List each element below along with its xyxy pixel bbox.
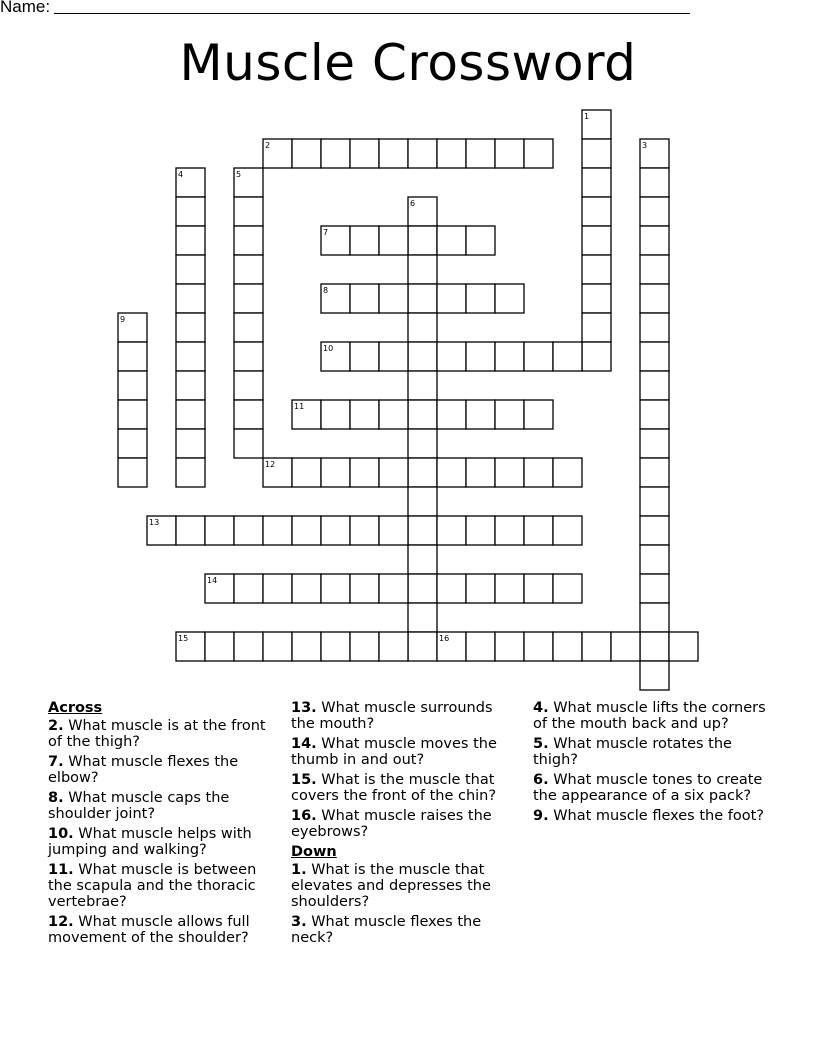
clue-text: What muscle flexes the elbow? (48, 754, 239, 786)
grid-cell[interactable] (321, 400, 350, 429)
grid-cell[interactable] (176, 429, 205, 458)
grid-cell[interactable] (437, 516, 466, 545)
grid-cell[interactable] (118, 458, 147, 487)
grid-cell[interactable] (640, 632, 669, 661)
clue-number: 12. (48, 914, 74, 930)
grid-cell[interactable] (234, 400, 263, 429)
name-label: Name: (0, 0, 51, 16)
grid-cell[interactable] (292, 458, 321, 487)
grid-cell[interactable] (640, 168, 669, 197)
clue-across-13 (291, 700, 513, 732)
grid-cell[interactable] (176, 516, 205, 545)
clue-across-12 (48, 914, 273, 946)
grid-cell[interactable] (176, 226, 205, 255)
grid-cell[interactable] (582, 226, 611, 255)
grid-cell[interactable] (321, 458, 350, 487)
grid-cell[interactable] (118, 342, 147, 371)
grid-cell[interactable] (379, 516, 408, 545)
grid-cell[interactable] (176, 342, 205, 371)
clue-text: What is the muscle that covers the front of the chin? (291, 772, 497, 804)
grid-cell[interactable] (234, 226, 263, 255)
grid-cell[interactable] (495, 400, 524, 429)
grid-cell[interactable] (234, 371, 263, 400)
clue-text: What muscle surrounds the mouth? (291, 700, 493, 732)
cell-number: 8 (323, 286, 329, 295)
clue-number: 8. (48, 790, 64, 806)
grid-cell[interactable] (350, 632, 379, 661)
grid-cell[interactable] (234, 516, 263, 545)
clue-number: 16. (291, 808, 317, 824)
grid-cell[interactable] (118, 429, 147, 458)
grid-cell[interactable] (234, 342, 263, 371)
clue-across-10 (48, 826, 273, 858)
grid-cell[interactable] (553, 632, 582, 661)
clue-across-16 (291, 808, 513, 840)
grid-cell[interactable] (234, 313, 263, 342)
grid-cell[interactable] (466, 516, 495, 545)
clue-text: What muscle allows full movement of the shoulder? (48, 914, 250, 946)
grid-cell[interactable] (669, 632, 698, 661)
clue-number: 3. (291, 914, 307, 930)
grid-cell[interactable] (408, 255, 437, 284)
cell-number: 15 (178, 634, 189, 643)
grid-cell[interactable] (466, 458, 495, 487)
grid-cell[interactable] (408, 139, 437, 168)
cell-number: 3 (642, 141, 648, 150)
grid-cell[interactable] (553, 458, 582, 487)
grid-cell[interactable] (379, 226, 408, 255)
grid-cell[interactable] (582, 255, 611, 284)
clue-text: What muscle caps the shoulder joint? (48, 790, 230, 822)
grid-cell[interactable] (379, 400, 408, 429)
grid-cell[interactable] (408, 284, 437, 313)
grid-cell[interactable] (640, 400, 669, 429)
grid-cell[interactable] (466, 574, 495, 603)
grid-cell[interactable] (292, 632, 321, 661)
grid-cell[interactable] (118, 400, 147, 429)
grid-cell[interactable] (466, 342, 495, 371)
grid-cell[interactable] (234, 197, 263, 226)
grid-cell[interactable] (611, 632, 640, 661)
grid-cell[interactable] (408, 574, 437, 603)
grid-cell[interactable] (553, 516, 582, 545)
clue-down-1 (291, 862, 513, 910)
grid-cell[interactable] (408, 545, 437, 574)
grid-cell[interactable] (408, 429, 437, 458)
grid-cell[interactable] (205, 632, 234, 661)
grid-cell[interactable] (495, 458, 524, 487)
grid-cell[interactable] (466, 400, 495, 429)
grid-cell[interactable] (466, 226, 495, 255)
grid-cell[interactable] (495, 574, 524, 603)
grid-cell[interactable] (408, 226, 437, 255)
grid-cell[interactable] (408, 632, 437, 661)
grid-cell[interactable] (524, 632, 553, 661)
cell-number: 10 (323, 344, 334, 353)
grid-cell[interactable] (437, 226, 466, 255)
clue-text: What muscle is between the scapula and the thoracic vertebrae? (48, 862, 257, 910)
clue-text: What muscle helps with jumping and walking? (48, 826, 252, 858)
cell-number: 2 (265, 141, 271, 150)
clue-down-5 (533, 736, 769, 768)
grid-cell[interactable] (437, 139, 466, 168)
grid-cell[interactable] (408, 400, 437, 429)
grid-cell[interactable] (437, 284, 466, 313)
cell-number: 9 (120, 315, 126, 324)
grid-cell[interactable] (640, 545, 669, 574)
clue-across-11 (48, 862, 273, 910)
clue-text: What muscle moves the thumb in and out? (291, 736, 497, 768)
clue-across-14 (291, 736, 513, 768)
grid-cell[interactable] (321, 516, 350, 545)
grid-cell[interactable] (205, 516, 234, 545)
grid-cell[interactable] (350, 342, 379, 371)
cell-number: 11 (294, 402, 305, 411)
grid-cell[interactable] (234, 574, 263, 603)
clue-number: 10. (48, 826, 74, 842)
grid-cell[interactable] (379, 632, 408, 661)
grid-cell[interactable] (234, 429, 263, 458)
grid-cell[interactable] (176, 371, 205, 400)
grid-cell[interactable] (437, 574, 466, 603)
grid-cell[interactable] (379, 458, 408, 487)
grid-cell[interactable] (524, 139, 553, 168)
grid-cell[interactable] (640, 487, 669, 516)
grid-cell[interactable] (524, 458, 553, 487)
clue-text: What muscle raises the eyebrows? (291, 808, 492, 840)
grid-cell[interactable] (292, 516, 321, 545)
grid-cell[interactable] (350, 400, 379, 429)
page-title: Muscle Crossword (179, 34, 637, 92)
grid-cell[interactable] (640, 371, 669, 400)
grid-cell[interactable] (408, 487, 437, 516)
grid-cell[interactable] (234, 284, 263, 313)
grid-cell[interactable] (176, 284, 205, 313)
grid-cell[interactable] (263, 632, 292, 661)
grid-cell[interactable] (379, 574, 408, 603)
cell-number: 12 (265, 460, 276, 469)
clues-column-1 (48, 700, 273, 950)
grid-cell[interactable] (640, 313, 669, 342)
grid-cell[interactable] (437, 458, 466, 487)
grid-cell[interactable] (292, 574, 321, 603)
grid-cell[interactable] (640, 284, 669, 313)
grid-cell[interactable] (408, 516, 437, 545)
grid-cell[interactable] (553, 342, 582, 371)
clue-number: 4. (533, 700, 549, 716)
grid-cell[interactable] (640, 603, 669, 632)
grid-cell[interactable] (640, 342, 669, 371)
grid-cell[interactable] (640, 574, 669, 603)
grid-cell[interactable] (350, 516, 379, 545)
clue-number: 6. (533, 772, 549, 788)
grid-cell[interactable] (350, 574, 379, 603)
grid-cell[interactable] (437, 342, 466, 371)
clues-column-3 (533, 700, 769, 828)
clue-number: 9. (533, 808, 549, 824)
grid-cell[interactable] (495, 342, 524, 371)
clue-number: 11. (48, 862, 74, 878)
grid-cell[interactable] (582, 342, 611, 371)
grid-cell[interactable] (408, 313, 437, 342)
grid-cell[interactable] (234, 632, 263, 661)
clue-text: What muscle tones to create the appearance of a six pack? (533, 772, 763, 804)
grid-cell[interactable] (524, 342, 553, 371)
grid-cell[interactable] (176, 255, 205, 284)
grid-cell[interactable] (524, 574, 553, 603)
cell-number: 14 (207, 576, 218, 585)
clue-text: What is the muscle that elevates and depresses the shoulders? (291, 862, 491, 910)
grid-cell[interactable] (524, 400, 553, 429)
clue-number: 7. (48, 754, 64, 770)
grid-cell[interactable] (176, 197, 205, 226)
grid-cell[interactable] (379, 284, 408, 313)
grid-cell[interactable] (263, 516, 292, 545)
grid-cell[interactable] (524, 516, 553, 545)
down-heading: Down (291, 844, 337, 860)
clue-down-4 (533, 700, 769, 732)
clue-across-7 (48, 754, 273, 786)
grid-cell[interactable] (263, 574, 292, 603)
clue-across-15 (291, 772, 513, 804)
grid-cell[interactable] (350, 284, 379, 313)
across-heading: Across (48, 700, 103, 716)
cell-number: 5 (236, 170, 242, 179)
clue-number: 14. (291, 736, 317, 752)
grid-cell[interactable] (495, 516, 524, 545)
clue-text: What muscle flexes the neck? (291, 914, 482, 946)
grid-cell[interactable] (408, 371, 437, 400)
grid-cell[interactable] (408, 342, 437, 371)
grid-cell[interactable] (582, 139, 611, 168)
clue-number: 13. (291, 700, 317, 716)
grid-cell[interactable] (321, 632, 350, 661)
grid-cell[interactable] (176, 400, 205, 429)
grid-cell[interactable] (408, 458, 437, 487)
grid-cell[interactable] (640, 458, 669, 487)
cell-number: 13 (149, 518, 160, 527)
grid-cell[interactable] (466, 632, 495, 661)
clue-down-6 (533, 772, 769, 804)
grid-cell[interactable] (379, 342, 408, 371)
grid-cell[interactable] (321, 139, 350, 168)
grid-cell[interactable] (118, 371, 147, 400)
grid-cell[interactable] (350, 139, 379, 168)
grid-cell[interactable] (176, 458, 205, 487)
grid-cell[interactable] (495, 284, 524, 313)
cell-number: 1 (584, 112, 590, 121)
cell-number: 6 (410, 199, 416, 208)
grid-cell[interactable] (582, 632, 611, 661)
grid-cell[interactable] (292, 139, 321, 168)
clue-number: 15. (291, 772, 317, 788)
grid-cell[interactable] (466, 284, 495, 313)
grid-cell[interactable] (350, 458, 379, 487)
grid-cell[interactable] (437, 400, 466, 429)
grid-cell[interactable] (466, 139, 495, 168)
grid-cell[interactable] (582, 197, 611, 226)
grid-cell[interactable] (234, 255, 263, 284)
clue-across-2 (48, 718, 273, 750)
clue-across-8 (48, 790, 273, 822)
grid-cell[interactable] (350, 226, 379, 255)
grid-cell[interactable] (495, 139, 524, 168)
grid-cell[interactable] (640, 226, 669, 255)
grid-cell[interactable] (321, 574, 350, 603)
grid-cell[interactable] (553, 574, 582, 603)
grid-cell[interactable] (582, 168, 611, 197)
clues-column-2 (291, 700, 513, 950)
grid-cell[interactable] (640, 516, 669, 545)
grid-cell[interactable] (640, 197, 669, 226)
grid-cell[interactable] (495, 632, 524, 661)
clue-text: What muscle flexes the foot? (553, 808, 764, 824)
grid-cell[interactable] (640, 255, 669, 284)
clue-text: What muscle rotates the thigh? (533, 736, 732, 768)
grid-cell[interactable] (379, 139, 408, 168)
grid-cell[interactable] (176, 313, 205, 342)
grid-cell[interactable] (582, 313, 611, 342)
cell-number: 16 (439, 634, 450, 643)
cell-number: 7 (323, 228, 329, 237)
grid-cell[interactable] (640, 661, 669, 690)
clue-text: What muscle lifts the corners of the mouth back and up? (533, 700, 766, 732)
clue-text: What muscle is at the front of the thigh? (48, 718, 266, 750)
clue-down-9 (533, 808, 769, 824)
clue-number: 5. (533, 736, 549, 752)
clue-number: 2. (48, 718, 64, 734)
grid-cell[interactable] (582, 284, 611, 313)
grid-cell[interactable] (408, 603, 437, 632)
clue-down-3 (291, 914, 513, 946)
clue-number: 1. (291, 862, 307, 878)
grid-cell[interactable] (640, 429, 669, 458)
cell-number: 4 (178, 170, 184, 179)
